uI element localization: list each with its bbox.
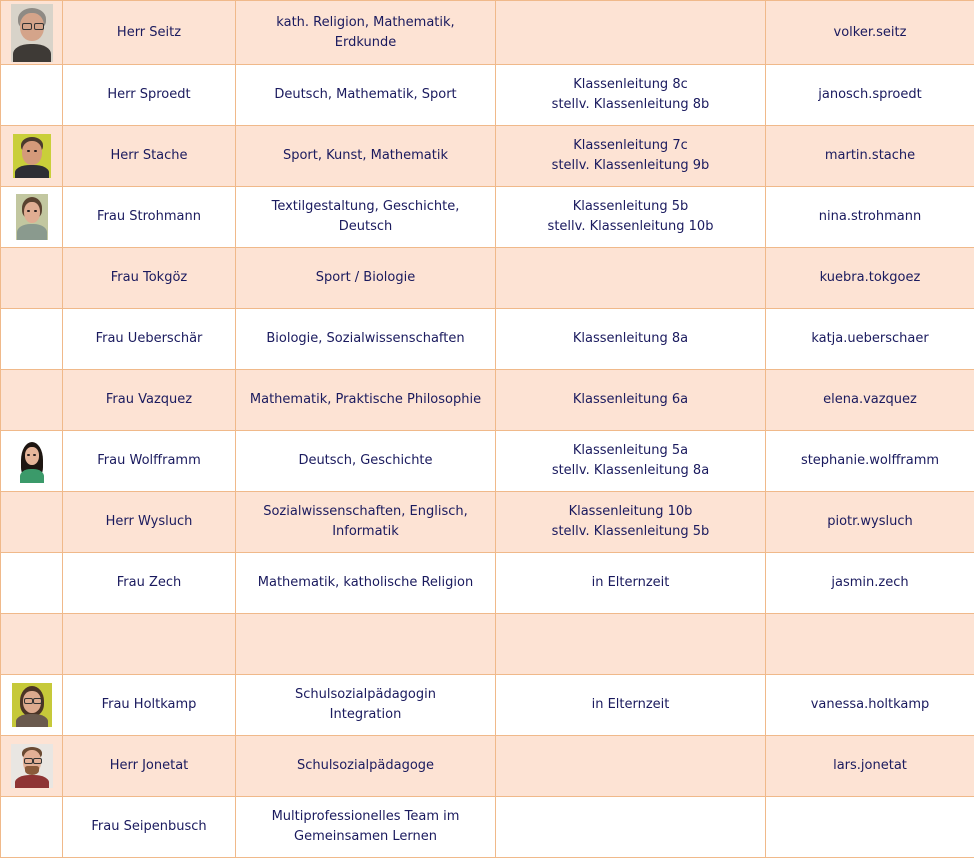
teacher-subjects: Biologie, Sozialwissenschaften xyxy=(236,309,496,370)
teacher-email: vanessa.holtkamp xyxy=(766,675,974,736)
teacher-name: Herr Seitz xyxy=(63,1,236,65)
teacher-name: Frau Zech xyxy=(63,553,236,614)
portrait-man-glasses-icon xyxy=(11,4,53,62)
portrait-man-icon xyxy=(13,134,51,178)
teacher-name: Frau Ueberschär xyxy=(63,309,236,370)
teacher-name: Frau Holtkamp xyxy=(63,675,236,736)
photo-cell xyxy=(1,553,63,614)
teacher-subjects: Deutsch, Geschichte xyxy=(236,431,496,492)
photo-cell xyxy=(1,797,63,858)
teacher-role: Klassenleitung 10b stellv. Klassenleitung 5b xyxy=(496,492,766,553)
teacher-role: in Elternzeit xyxy=(496,675,766,736)
table-row xyxy=(1,553,974,614)
teacher-name: Herr Jonetat xyxy=(63,736,236,797)
teacher-subjects: Mathematik, Praktische Philosophie xyxy=(236,370,496,431)
table-row xyxy=(1,248,974,309)
photo-cell xyxy=(1,492,63,553)
teacher-subjects: Deutsch, Mathematik, Sport xyxy=(236,65,496,126)
teacher-role xyxy=(496,797,766,858)
teacher-name: Herr Wysluch xyxy=(63,492,236,553)
table-row xyxy=(1,187,974,248)
table-row xyxy=(1,797,974,858)
photo-cell xyxy=(1,614,63,675)
photo-cell xyxy=(1,370,63,431)
teacher-role: Klassenleitung 8a xyxy=(496,309,766,370)
teacher-role xyxy=(496,736,766,797)
portrait-woman-icon xyxy=(16,194,48,240)
photo-cell xyxy=(1,309,63,370)
photo-cell xyxy=(1,126,63,187)
table-row xyxy=(1,126,974,187)
teacher-role xyxy=(496,614,766,675)
photo-cell xyxy=(1,248,63,309)
teacher-subjects: Sport / Biologie xyxy=(236,248,496,309)
teacher-subjects: Sozialwissenschaften, Englisch, Informatik xyxy=(236,492,496,553)
teacher-email: elena.vazquez xyxy=(766,370,974,431)
portrait-woman-glasses-icon xyxy=(12,683,52,727)
teacher-role: Klassenleitung 6a xyxy=(496,370,766,431)
table-row xyxy=(1,736,974,797)
table-row xyxy=(1,309,974,370)
portrait-man-beard-icon xyxy=(11,744,53,788)
photo-cell xyxy=(1,1,63,65)
teacher-role: Klassenleitung 8c stellv. Klassenleitung 8b xyxy=(496,65,766,126)
photo-cell xyxy=(1,187,63,248)
teacher-email: nina.strohmann xyxy=(766,187,974,248)
teacher-subjects: Schulsozialpädagogin Integration xyxy=(236,675,496,736)
teacher-subjects: Schulsozialpädagoge xyxy=(236,736,496,797)
photo-cell xyxy=(1,431,63,492)
teacher-email: piotr.wysluch xyxy=(766,492,974,553)
teacher-email: jasmin.zech xyxy=(766,553,974,614)
table-row xyxy=(1,492,974,553)
photo-cell xyxy=(1,675,63,736)
teacher-subjects: Sport, Kunst, Mathematik xyxy=(236,126,496,187)
teacher-name: Frau Seipenbusch xyxy=(63,797,236,858)
teacher-email: volker.seitz xyxy=(766,1,974,65)
teacher-email: stephanie.wolfframm xyxy=(766,431,974,492)
table-row xyxy=(1,1,974,65)
table-row xyxy=(1,65,974,126)
teacher-subjects: Mathematik, katholische Religion xyxy=(236,553,496,614)
teacher-name: Frau Wolfframm xyxy=(63,431,236,492)
table-row xyxy=(1,370,974,431)
teacher-role xyxy=(496,248,766,309)
teacher-role xyxy=(496,1,766,65)
photo-cell xyxy=(1,736,63,797)
teacher-email xyxy=(766,614,974,675)
teacher-email: janosch.sproedt xyxy=(766,65,974,126)
teacher-subjects: Textilgestaltung, Geschichte, Deutsch xyxy=(236,187,496,248)
table-row xyxy=(1,431,974,492)
teacher-email: martin.stache xyxy=(766,126,974,187)
teacher-role: in Elternzeit xyxy=(496,553,766,614)
teacher-email: kuebra.tokgoez xyxy=(766,248,974,309)
teacher-subjects xyxy=(236,614,496,675)
teacher-email: katja.ueberschaer xyxy=(766,309,974,370)
table-row xyxy=(1,675,974,736)
teacher-role: Klassenleitung 5a stellv. Klassenleitung 8a xyxy=(496,431,766,492)
teacher-name: Frau Vazquez xyxy=(63,370,236,431)
table-row xyxy=(1,614,974,675)
portrait-woman-long-hair-icon xyxy=(16,439,48,483)
teacher-subjects: Multiprofessionelles Team im Gemeinsamen Lernen xyxy=(236,797,496,858)
photo-cell xyxy=(1,65,63,126)
teacher-role: Klassenleitung 5b stellv. Klassenleitung 10b xyxy=(496,187,766,248)
teacher-name: Herr Sproedt xyxy=(63,65,236,126)
teacher-subjects: kath. Religion, Mathematik, Erdkunde xyxy=(236,1,496,65)
teacher-email: lars.jonetat xyxy=(766,736,974,797)
teacher-name: Herr Stache xyxy=(63,126,236,187)
teacher-role: Klassenleitung 7c stellv. Klassenleitung 9b xyxy=(496,126,766,187)
teacher-name xyxy=(63,614,236,675)
teacher-name: Frau Tokgöz xyxy=(63,248,236,309)
teacher-name: Frau Strohmann xyxy=(63,187,236,248)
teacher-email xyxy=(766,797,974,858)
